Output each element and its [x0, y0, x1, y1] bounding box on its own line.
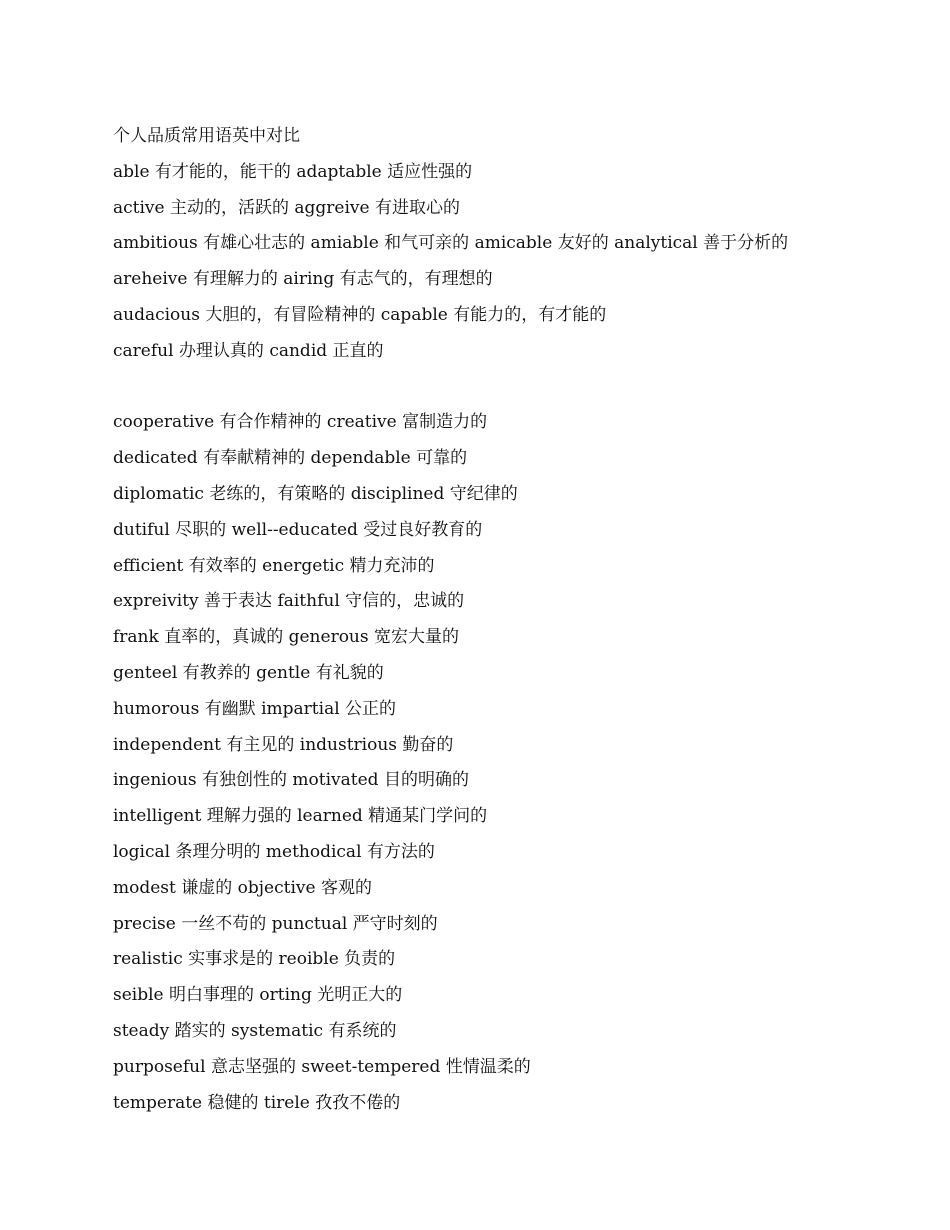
vocab-line: expreivity 善于表达 faithful 守信的，忠诚的: [113, 591, 465, 612]
vocab-line: realistic 实事求是的 reoible 负责的: [113, 949, 396, 970]
vocab-line: modest 谦虚的 objective 客观的: [113, 877, 372, 898]
vocab-line: temperate 稳健的 tirele 孜孜不倦的: [113, 1092, 401, 1113]
vocab-line: logical 条理分明的 methodical 有方法的: [113, 841, 435, 862]
document-title: 个人品质常用语英中对比: [113, 126, 300, 146]
vocab-line: dutiful 尽职的 well--educated 受过良好教育的: [113, 519, 483, 540]
vocab-line: dedicated 有奉献精神的 dependable 可靠的: [113, 448, 468, 469]
vocab-line: diplomatic 老练的，有策略的 disciplined 守纪律的: [113, 483, 518, 504]
vocab-line: independent 有主见的 industrious 勤奋的: [113, 734, 454, 755]
vocab-line: efficient 有效率的 energetic 精力充沛的: [113, 555, 435, 576]
vocab-line: ambitious 有雄心壮志的 amiable 和气可亲的 amicable 友好的 analytical 善于分析的: [113, 233, 789, 254]
vocab-line: genteel 有教养的 gentle 有礼貌的: [113, 662, 384, 683]
vocab-line: purposeful 意志坚强的 sweet-tempered 性情温柔的: [113, 1056, 531, 1077]
paragraph-spacer: [113, 370, 893, 406]
vocab-line: ingenious 有独创性的 motivated 目的明确的: [113, 770, 469, 791]
vocab-line: able 有才能的，能干的 adaptable 适应性强的: [113, 161, 473, 182]
vocab-line: cooperative 有合作精神的 creative 富制造力的: [113, 412, 488, 433]
vocab-line: active 主动的，活跃的 aggreive 有进取心的: [113, 197, 460, 218]
vocab-line: intelligent 理解力强的 learned 精通某门学问的: [113, 806, 488, 827]
vocab-line: audacious 大胆的，有冒险精神的 capable 有能力的，有才能的: [113, 304, 607, 325]
vocab-line: frank 直率的，真诚的 generous 宽宏大量的: [113, 627, 460, 648]
vocab-line: humorous 有幽默 impartial 公正的: [113, 698, 397, 719]
vocab-line: careful 办理认真的 candid 正直的: [113, 340, 384, 361]
vocab-line: precise 一丝不苟的 punctual 严守时刻的: [113, 913, 438, 934]
vocab-line: steady 踏实的 systematic 有系统的: [113, 1020, 397, 1041]
vocab-line: areheive 有理解力的 airing 有志气的，有理想的: [113, 269, 493, 290]
vocab-line: seible 明白事理的 orting 光明正大的: [113, 985, 403, 1006]
document-body: [113, 119, 893, 1121]
